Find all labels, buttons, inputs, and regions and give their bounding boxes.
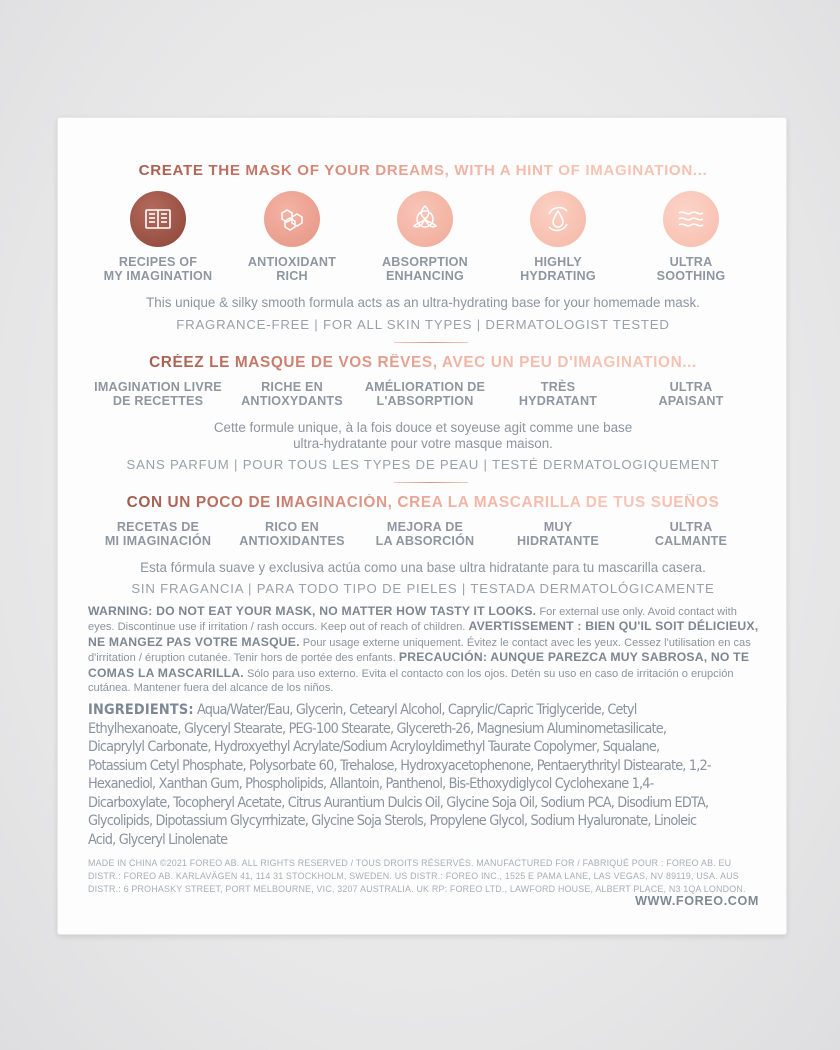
product-label-panel bbox=[57, 117, 787, 935]
water-drop-icon bbox=[530, 191, 586, 247]
feature-label: HIGHLY HYDRATING bbox=[520, 255, 596, 283]
description-french: Cette formule unique, à la fois douce et soyeuse agit comme une base ultra-hydratante pour votre masque maison. bbox=[213, 420, 633, 451]
feature-label: ABSORPTION ENHANCING bbox=[382, 255, 468, 283]
feature-label: ANTIOXIDANT RICH bbox=[247, 255, 337, 283]
headline-french: CRÉEZ LE MASQUE DE VOS RÊVES, AVEC UN PEU D'IMAGINATION... bbox=[58, 354, 788, 372]
feature-label: TRÈS HYDRATANT bbox=[518, 380, 598, 408]
legal-fineprint: MADE IN CHINA ©2021 FOREO AB. ALL RIGHTS RESERVED / TOUS DROITS RÉSERVÉS. MANUFACTURED FOR / FABRIQUÉ POUR : FOREO AB. EU DISTR.: FOREO AB. KARLAVÄGEN 41, 114 31 STOCKHOLM, SWEDEN. US DISTR.: FOREO INC., 1525 E PAMA LANE, LAS VEGAS, NV 89119, USA. AUS DISTR.: 6 PROHASKY STREET, PORT MELBOURNE, VIC, 3207 AUSTRALIA. UK RP: FOREO LTD., LAWFORD HOUSE, ALBERT PLACE, N3 1QA LONDON. bbox=[88, 858, 746, 894]
warning-text: WARNING: DO NOT EAT YOUR MASK, NO MATTER HOW TASTY IT LOOKS. For external use only. Avoid contact with eyes. Discontinue use if irritation / rash occurs. Keep out of reach of children. AVERTISSEMENT : BIEN QU'IL SOIT DÉLICIEUX, NE MANGEZ PAS VOTRE MASQUE. Pour usage externe uniquement. Évitez le contact avec les yeux. Cessez l'utilisation en cas d'irritation / éruption cutanée. Tenir hors de portée des enfants. PRECAUCIÓN: AUNQUE PAREZCA MUY SABROSA, NO TE COMAS LA MASCARILLA. Sólo para uso externo. Evita el contacto con los ojos. Detén su uso en caso de irritación o erupción cutánea. Mantener fuera del alcance de los niños. bbox=[88, 604, 759, 695]
feature-label: MEJORA DE LA ABSORCIÓN bbox=[375, 520, 475, 548]
feature-label: ULTRA APAISANT bbox=[658, 380, 724, 408]
features-french bbox=[58, 380, 788, 412]
description-english: This unique & silky smooth formula acts as an ultra-hydrating base for your homemade mask. bbox=[146, 295, 700, 310]
feature-label: IMAGINATION LIVRE DE RECETTES bbox=[94, 380, 222, 408]
feature-label: RECIPES OF MY IMAGINATION bbox=[103, 255, 213, 283]
feature-label: RICHE EN ANTIOXYDANTS bbox=[241, 380, 343, 408]
tagline-spanish: SIN FRAGANCIA | PARA TODO TIPO DE PIELES | TESTADA DERMATOLÓGICAMENTE bbox=[131, 581, 715, 596]
molecule-icon bbox=[264, 191, 320, 247]
feature-label: RECETAS DE MI IMAGINACIÓN bbox=[104, 520, 212, 548]
ingredients-list: INGREDIENTS: Aqua/Water/Eau, Glycerin, Cetearyl Alcohol, Caprylic/Capric Triglyceride, Cetyl Ethylhexanoate, Glyceryl Stearate, PEG-100 Stearate, Glycereth-26, Magnesium Aluminometasilicate, Dicaprylyl Carbonate, Hydroxyethyl Acrylate/Sodium Acryloyldimethyl Taurate Copolymer, Squalane, Potassium Cetyl Phosphate, Polysorbate 60, Trehalose, Hydroxyacetophenone, Pentaerythrityl Distearate, 1,2-Hexanediol, Xanthan Gum, Phospholipids, Allantoin, Panthenol, Bis-Ethoxydiglycol Cyclohexane 1,4-Dicarboxylate, Tocopheryl Acetate, Citrus Aurantium Dulcis Oil, Glycine Soja Oil, Sodium PCA, Disodium EDTA, Glycolipids, Dipotassium Glycyrrhizate, Glycine Soja Sterols, Propylene Glycol, Sodium Hyaluronate, Linoleic Acid, Glyceryl Linolenate bbox=[88, 702, 711, 848]
feature-label: ULTRA SOOTHING bbox=[656, 255, 726, 283]
waves-icon bbox=[663, 191, 719, 247]
section-divider bbox=[394, 342, 468, 343]
leaf-swirl-icon bbox=[397, 191, 453, 247]
feature-label: RICO EN ANTIOXIDANTES bbox=[239, 520, 345, 548]
feature-label: ULTRA CALMANTE bbox=[654, 520, 728, 548]
headline-spanish: CON UN POCO DE IMAGINACIÓN, CREA LA MASCARILLA DE TUS SUEÑOS bbox=[58, 494, 788, 512]
feature-label: MUY HIDRATANTE bbox=[517, 520, 599, 548]
features-spanish bbox=[58, 520, 788, 552]
book-icon bbox=[130, 191, 186, 247]
tagline-english: FRAGRANCE-FREE | FOR ALL SKIN TYPES | DERMATOLOGIST TESTED bbox=[176, 317, 670, 332]
section-divider bbox=[394, 482, 468, 483]
tagline-french: SANS PARFUM | POUR TOUS LES TYPES DE PEAU | TESTÉ DERMATOLOGIQUEMENT bbox=[126, 457, 720, 472]
features-english bbox=[58, 255, 788, 287]
headline-english: CREATE THE MASK OF YOUR DREAMS, WITH A HINT OF IMAGINATION... bbox=[58, 162, 788, 179]
feature-label: AMÉLIORATION DE L'ABSORPTION bbox=[364, 380, 486, 408]
feature-icons-row bbox=[58, 191, 788, 253]
description-spanish: Esta fórmula suave y exclusiva actúa como una base ultra hidratante para tu mascarilla casera. bbox=[140, 560, 706, 575]
website-url: WWW.FOREO.COM bbox=[635, 894, 759, 908]
